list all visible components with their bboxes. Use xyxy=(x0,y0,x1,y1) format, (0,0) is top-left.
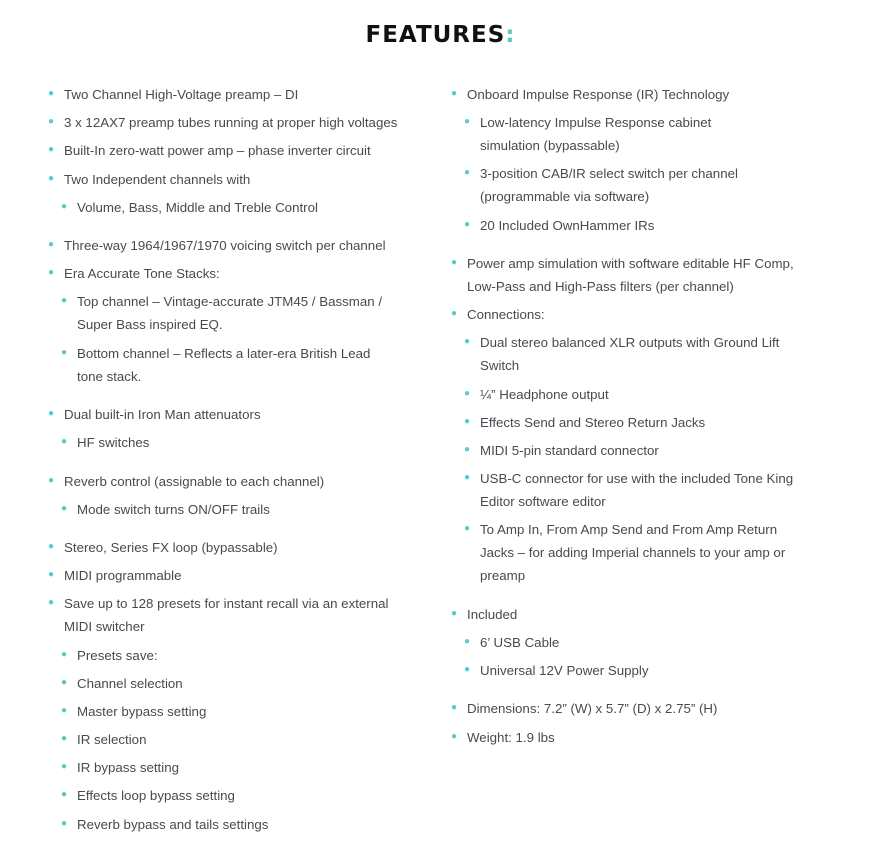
list-item: ● Connections: xyxy=(467,303,827,326)
list-item: ● MIDI 5-pin standard connector xyxy=(480,439,810,462)
bullet-icon: ● xyxy=(61,503,68,514)
bullet-icon: ● xyxy=(451,257,458,268)
bullet-icon: ● xyxy=(48,116,55,127)
list-item: ● IR selection xyxy=(77,728,417,751)
list-item: ● Save up to 128 presets for instant recall via an external MIDI switcher xyxy=(64,592,409,638)
list-item: ● Effects loop bypass setting xyxy=(77,784,417,807)
bullet-icon: ● xyxy=(464,416,471,427)
bullet-icon: ● xyxy=(61,649,68,660)
bullet-icon: ● xyxy=(464,472,471,483)
list-item: ● Stereo, Series FX loop (bypassable) xyxy=(64,536,424,559)
list-item: ● ¼” Headphone output xyxy=(480,383,810,406)
bullet-icon: ● xyxy=(464,336,471,347)
bullet-icon: ● xyxy=(464,388,471,399)
bullet-icon: ● xyxy=(464,167,471,178)
list-item: ● 20 Included OwnHammer IRs xyxy=(480,214,810,237)
bullet-icon: ● xyxy=(61,818,68,829)
list-item: ● MIDI programmable xyxy=(64,564,424,587)
bullet-icon: ● xyxy=(61,677,68,688)
bullet-icon: ● xyxy=(451,731,458,742)
bullet-icon: ● xyxy=(451,702,458,713)
bullet-icon: ● xyxy=(48,88,55,99)
bullet-icon: ● xyxy=(61,733,68,744)
bullet-icon: ● xyxy=(61,201,68,212)
bullet-icon: ● xyxy=(48,569,55,580)
list-item: ● 3-position CAB/IR select switch per channel (programmable via software) xyxy=(480,162,780,208)
list-item: ● USB-C connector for use with the included Tone King Editor software editor xyxy=(480,467,815,513)
title-colon: : xyxy=(505,22,516,48)
bullet-icon: ● xyxy=(48,475,55,486)
bullet-icon: ● xyxy=(48,408,55,419)
list-item: ● Effects Send and Stereo Return Jacks xyxy=(480,411,810,434)
list-item: ● Master bypass setting xyxy=(77,700,417,723)
list-item: ● Power amp simulation with software editable HF Comp, Low-Pass and High-Pass filters (per channel) xyxy=(467,252,817,298)
list-item: ● To Amp In, From Amp Send and From Amp Return Jacks – for adding Imperial channels to your amp or preamp xyxy=(480,518,790,587)
list-item: ● Reverb bypass and tails settings xyxy=(77,813,417,836)
bullet-icon: ● xyxy=(464,116,471,127)
bullet-icon: ● xyxy=(464,219,471,230)
bullet-icon: ● xyxy=(61,347,68,358)
list-item: ● HF switches xyxy=(77,431,417,454)
bullet-icon: ● xyxy=(61,789,68,800)
list-item: ● Volume, Bass, Middle and Treble Control xyxy=(77,196,417,219)
bullet-icon: ● xyxy=(48,597,55,608)
bullet-icon: ● xyxy=(48,173,55,184)
list-item: ● Onboard Impulse Response (IR) Technology xyxy=(467,83,827,106)
bullet-icon: ● xyxy=(451,308,458,319)
bullet-icon: ● xyxy=(48,541,55,552)
list-item: ● Built-In zero-watt power amp – phase inverter circuit xyxy=(64,139,424,162)
list-item: ● Presets save: xyxy=(77,644,417,667)
bullet-icon: ● xyxy=(48,144,55,155)
bullet-icon: ● xyxy=(464,636,471,647)
list-item: ● Channel selection xyxy=(77,672,417,695)
bullet-icon: ● xyxy=(464,523,471,534)
list-item: ● Dual built-in Iron Man attenuators xyxy=(64,403,424,426)
list-item: ● Two Independent channels with xyxy=(64,168,424,191)
bullet-icon: ● xyxy=(61,436,68,447)
list-item: ● Reverb control (assignable to each channel) xyxy=(64,470,424,493)
list-item: ● IR bypass setting xyxy=(77,756,417,779)
bullet-icon: ● xyxy=(61,705,68,716)
list-item: ● Weight: 1.9 lbs xyxy=(467,726,827,749)
bullet-icon: ● xyxy=(61,295,68,306)
list-item: ● Universal 12V Power Supply xyxy=(480,659,810,682)
list-item: ● Two Channel High-Voltage preamp – DI xyxy=(64,83,424,106)
bullet-icon: ● xyxy=(61,761,68,772)
list-item: ● Top channel – Vintage-accurate JTM45 / Bassman / Super Bass inspired EQ. xyxy=(77,290,412,336)
list-item: ● Dimensions: 7.2” (W) x 5.7” (D) x 2.75” (H) xyxy=(467,697,827,720)
list-item: ● 6’ USB Cable xyxy=(480,631,810,654)
bullet-icon: ● xyxy=(464,444,471,455)
bullet-icon: ● xyxy=(451,88,458,99)
bullet-icon: ● xyxy=(48,239,55,250)
list-item: ● Era Accurate Tone Stacks: xyxy=(64,262,424,285)
list-item: ● Three-way 1964/1967/1970 voicing switch per channel xyxy=(64,234,424,257)
list-item: ● Low-latency Impulse Response cabinet simulation (bypassable) xyxy=(480,111,750,157)
list-item: ● Bottom channel – Reflects a later-era British Lead tone stack. xyxy=(77,342,397,388)
bullet-icon: ● xyxy=(48,267,55,278)
page-title xyxy=(0,22,881,48)
bullet-icon: ● xyxy=(451,608,458,619)
list-item: ● Dual stereo balanced XLR outputs with Ground Lift Switch xyxy=(480,331,790,377)
list-item: ● Included xyxy=(467,603,827,626)
list-item: ● Mode switch turns ON/OFF trails xyxy=(77,498,417,521)
bullet-icon: ● xyxy=(464,664,471,675)
title-text: FEATURES xyxy=(365,22,506,48)
list-item: ● 3 x 12AX7 preamp tubes running at proper high voltages xyxy=(64,111,424,134)
